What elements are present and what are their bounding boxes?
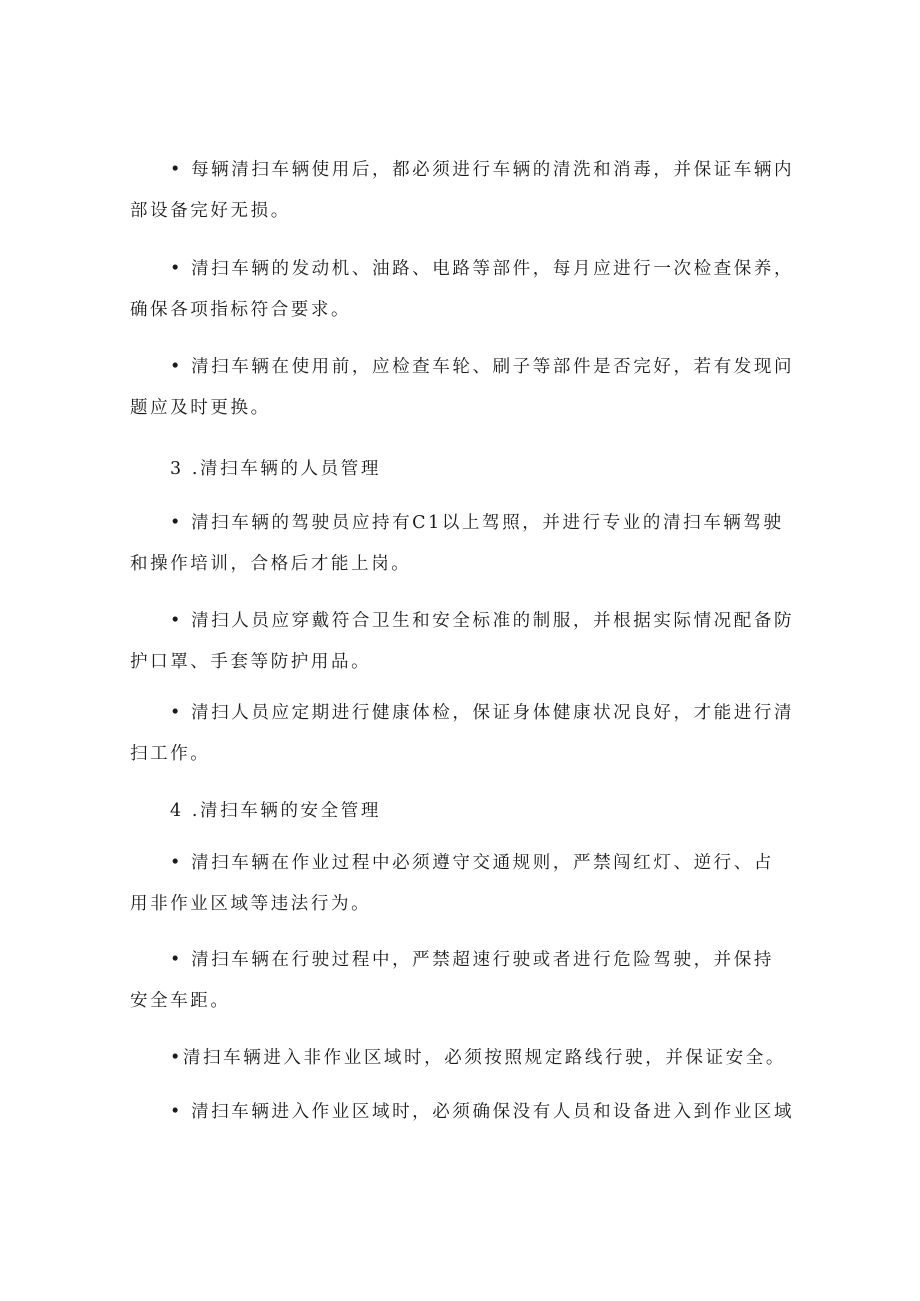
text-line: 和操作培训，合格后才能上岗。 xyxy=(130,554,412,574)
text-line: • 清扫车辆在作业过程中必须遵守交通规则，严禁闯红灯、逆行、占 xyxy=(170,853,774,873)
text-line: 护口罩、手套等防护用品。 xyxy=(130,652,372,672)
section-heading: 3 .清扫车辆的人员管理 xyxy=(170,459,381,479)
paragraph-traffic-rules xyxy=(130,843,795,925)
section-heading-personnel xyxy=(130,449,795,490)
paragraph-vehicle-cleaning xyxy=(130,150,795,232)
paragraph-driver-license xyxy=(130,503,795,585)
text-line: • 清扫车辆的发动机、油路、电路等部件，每月应进行一次检查保养， xyxy=(170,259,795,279)
paragraph-speeding xyxy=(130,940,795,1022)
text-line: 扫工作。 xyxy=(130,744,211,764)
text-line: 部设备完好无损。 xyxy=(130,201,291,221)
text-line: • 每辆清扫车辆使用后，都必须进行车辆的清洗和消毒，并保证车辆内 xyxy=(170,160,795,180)
text-line: •清扫车辆进入非作业区域时，必须按照规定路线行驶，并保证安全。 xyxy=(170,1048,786,1068)
text-line: • 清扫车辆在行驶过程中，严禁超速行驶或者进行危险驾驶，并保持 xyxy=(170,950,774,970)
text-line: 安全车距。 xyxy=(130,991,231,1011)
paragraph-work-area xyxy=(130,1092,795,1133)
paragraph-pre-use-check xyxy=(130,347,795,429)
text-line: 题应及时更换。 xyxy=(130,398,271,418)
section-heading-safety xyxy=(130,791,795,832)
paragraph-monthly-maintenance xyxy=(130,249,795,331)
text-line: 确保各项指标符合要求。 xyxy=(130,300,352,320)
text-line: 用非作业区域等违法行为。 xyxy=(130,894,372,914)
paragraph-health-check xyxy=(130,693,795,775)
text-line: • 清扫人员应穿戴符合卫生和安全标准的制服，并根据实际情况配备防 xyxy=(170,611,795,631)
text-line: • 清扫车辆的驾驶员应持有C1以上驾照，并进行专业的清扫车辆驾驶 xyxy=(170,513,784,533)
paragraph-uniform xyxy=(130,601,795,683)
section-heading: 4 .清扫车辆的安全管理 xyxy=(170,801,381,821)
text-line: • 清扫人员应定期进行健康体检，保证身体健康状况良好，才能进行清 xyxy=(170,703,795,723)
text-line: • 清扫车辆在使用前，应检查车轮、刷子等部件是否完好，若有发现问 xyxy=(170,357,795,377)
text-line: • 清扫车辆进入作业区域时，必须确保没有人员和设备进入到作业区域 xyxy=(170,1102,795,1122)
paragraph-non-work-area xyxy=(130,1038,795,1079)
